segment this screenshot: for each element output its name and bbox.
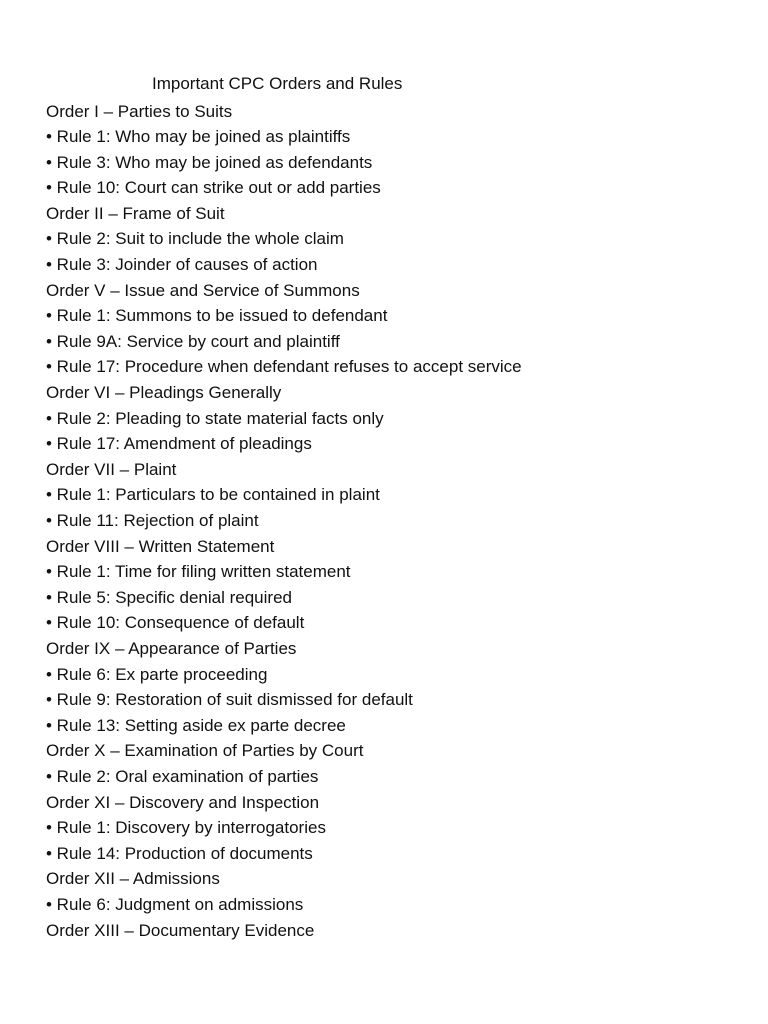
rule-item: • Rule 17: Procedure when defendant refuses to accept service (46, 357, 522, 377)
rule-item: • Rule 9: Restoration of suit dismissed for default (46, 690, 413, 710)
rule-item: • Rule 6: Judgment on admissions (46, 894, 304, 914)
order-heading: Order XI – Discovery and Inspection (46, 792, 320, 812)
order-heading: Order VII – Plaint (46, 459, 177, 479)
rule-item: • Rule 11: Rejection of plaint (46, 511, 259, 530)
document-body (46, 99, 746, 944)
rule-item: • Rule 2: Oral examination of parties (46, 766, 319, 786)
rule-item: • Rule 1: Time for filing written statement (46, 562, 351, 582)
document-title: Important CPC Orders and Rules (152, 74, 403, 93)
rule-item: • Rule 1: Summons to be issued to defendant (46, 306, 388, 326)
rule-item: • Rule 17: Amendment of pleadings (46, 434, 312, 454)
rule-item: • Rule 1: Who may be joined as plaintiffs (46, 127, 351, 147)
rule-item: • Rule 10: Court can strike out or add parties (46, 178, 381, 198)
order-heading: Order VI – Pleadings Generally (46, 383, 282, 403)
rule-item: • Rule 6: Ex parte proceeding (46, 664, 268, 684)
rule-item: • Rule 14: Production of documents (46, 843, 313, 863)
rule-item: • Rule 9A: Service by court and plaintiff (46, 331, 340, 351)
rule-item: • Rule 5: Specific denial required (46, 587, 292, 607)
order-heading: Order X – Examination of Parties by Court (46, 741, 364, 761)
order-heading: Order I – Parties to Suits (46, 101, 233, 121)
rule-item: • Rule 1: Particulars to be contained in plaint (46, 485, 380, 505)
order-heading: Order IX – Appearance of Parties (46, 638, 297, 658)
order-heading: Order XIII – Documentary Evidence (46, 920, 315, 940)
rule-item: • Rule 1: Discovery by interrogatories (46, 818, 326, 838)
rule-item: • Rule 3: Who may be joined as defendants (46, 152, 373, 172)
rule-item: • Rule 2: Pleading to state material facts only (46, 408, 384, 428)
rule-item: • Rule 13: Setting aside ex parte decree (46, 715, 346, 735)
rule-item: • Rule 3: Joinder of causes of action (46, 255, 318, 275)
rule-item: • Rule 2: Suit to include the whole claim (46, 229, 344, 249)
order-heading: Order VIII – Written Statement (46, 536, 275, 556)
order-heading: Order XII – Admissions (46, 869, 220, 889)
order-heading: Order V – Issue and Service of Summons (46, 280, 360, 300)
rule-item: • Rule 10: Consequence of default (46, 613, 305, 633)
order-heading: Order II – Frame of Suit (46, 203, 225, 223)
